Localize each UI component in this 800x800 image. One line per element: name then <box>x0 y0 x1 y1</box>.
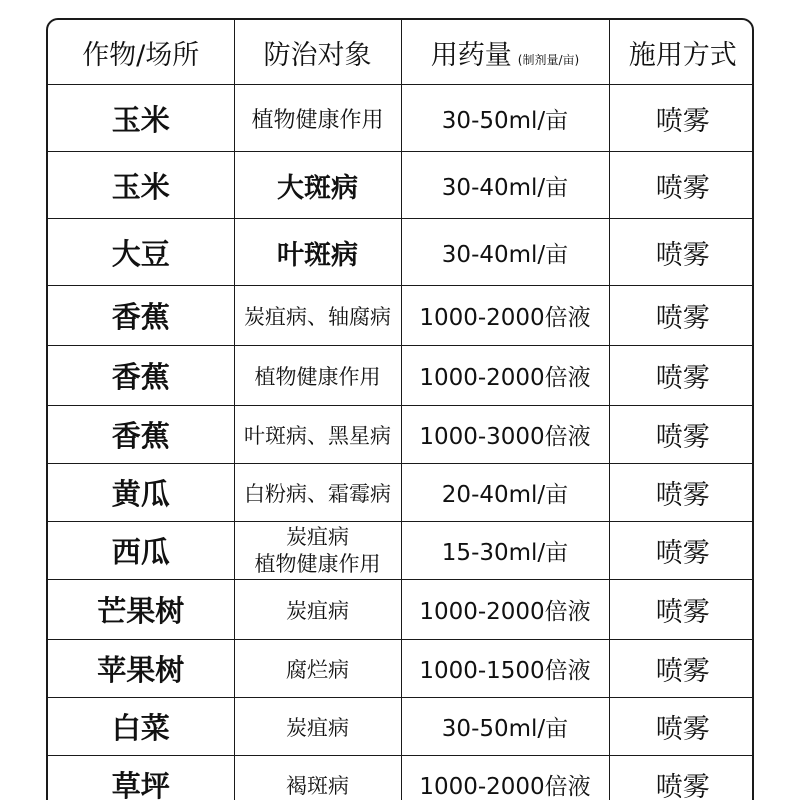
table-row <box>48 85 754 152</box>
method-cell: 喷雾 <box>609 640 754 698</box>
target-cell: 叶斑病、黑星病 <box>234 406 401 464</box>
target-cell: 炭疽病 <box>234 580 401 640</box>
method-cell: 喷雾 <box>609 152 754 219</box>
table-row <box>48 698 754 756</box>
crop-cell: 西瓜 <box>48 522 234 580</box>
method-cell: 喷雾 <box>609 286 754 346</box>
method-cell: 喷雾 <box>609 346 754 406</box>
target-cell: 白粉病、霜霉病 <box>234 464 401 522</box>
table-row <box>48 522 754 580</box>
crop-cell: 黄瓜 <box>48 464 234 522</box>
dosage-table <box>48 20 754 800</box>
table-row <box>48 219 754 286</box>
target-cell: 炭疽病 <box>234 698 401 756</box>
header-crop: 作物/场所 <box>48 20 234 85</box>
method-cell: 喷雾 <box>609 85 754 152</box>
dosage-cell: 1000-3000倍液 <box>401 406 609 464</box>
table-row <box>48 640 754 698</box>
method-cell: 喷雾 <box>609 580 754 640</box>
crop-cell: 苹果树 <box>48 640 234 698</box>
dosage-cell: 30-40ml/亩 <box>401 152 609 219</box>
method-cell: 喷雾 <box>609 406 754 464</box>
target-line-2: 植物健康作用 <box>254 551 381 576</box>
target-cell: 褐斑病 <box>234 756 401 800</box>
target-cell: 植物健康作用 <box>234 346 401 406</box>
table-row <box>48 346 754 406</box>
header-dosage <box>401 20 609 85</box>
crop-cell: 香蕉 <box>48 406 234 464</box>
table-row <box>48 152 754 219</box>
dosage-cell: 30-50ml/亩 <box>401 85 609 152</box>
dosage-cell: 1000-1500倍液 <box>401 640 609 698</box>
crop-cell: 白菜 <box>48 698 234 756</box>
header-dosage-unit: (制剂量/亩) <box>517 52 580 67</box>
table-row <box>48 464 754 522</box>
table-row <box>48 286 754 346</box>
header-dosage-label: 用药量 <box>430 39 512 71</box>
method-cell: 喷雾 <box>609 522 754 580</box>
method-cell: 喷雾 <box>609 219 754 286</box>
dosage-table-container <box>46 18 754 800</box>
target-line-1: 炭疽病 <box>286 524 349 549</box>
dosage-cell: 30-50ml/亩 <box>401 698 609 756</box>
target-cell: 腐烂病 <box>234 640 401 698</box>
table-header-row <box>48 20 754 85</box>
dosage-cell: 1000-2000倍液 <box>401 286 609 346</box>
method-cell: 喷雾 <box>609 756 754 800</box>
crop-cell: 玉米 <box>48 85 234 152</box>
crop-cell: 草坪 <box>48 756 234 800</box>
header-target: 防治对象 <box>234 20 401 85</box>
target-cell: 炭疽病、轴腐病 <box>234 286 401 346</box>
target-cell <box>234 522 401 580</box>
table-row <box>48 580 754 640</box>
dosage-cell: 1000-2000倍液 <box>401 346 609 406</box>
crop-cell: 玉米 <box>48 152 234 219</box>
table-row <box>48 406 754 464</box>
table-row <box>48 756 754 800</box>
crop-cell: 香蕉 <box>48 286 234 346</box>
target-cell: 植物健康作用 <box>234 85 401 152</box>
dosage-cell: 15-30ml/亩 <box>401 522 609 580</box>
dosage-cell: 30-40ml/亩 <box>401 219 609 286</box>
header-method: 施用方式 <box>609 20 754 85</box>
crop-cell: 大豆 <box>48 219 234 286</box>
target-cell: 大斑病 <box>234 152 401 219</box>
crop-cell: 芒果树 <box>48 580 234 640</box>
method-cell: 喷雾 <box>609 698 754 756</box>
dosage-cell: 20-40ml/亩 <box>401 464 609 522</box>
dosage-cell: 1000-2000倍液 <box>401 580 609 640</box>
crop-cell: 香蕉 <box>48 346 234 406</box>
dosage-cell: 1000-2000倍液 <box>401 756 609 800</box>
target-cell: 叶斑病 <box>234 219 401 286</box>
method-cell: 喷雾 <box>609 464 754 522</box>
